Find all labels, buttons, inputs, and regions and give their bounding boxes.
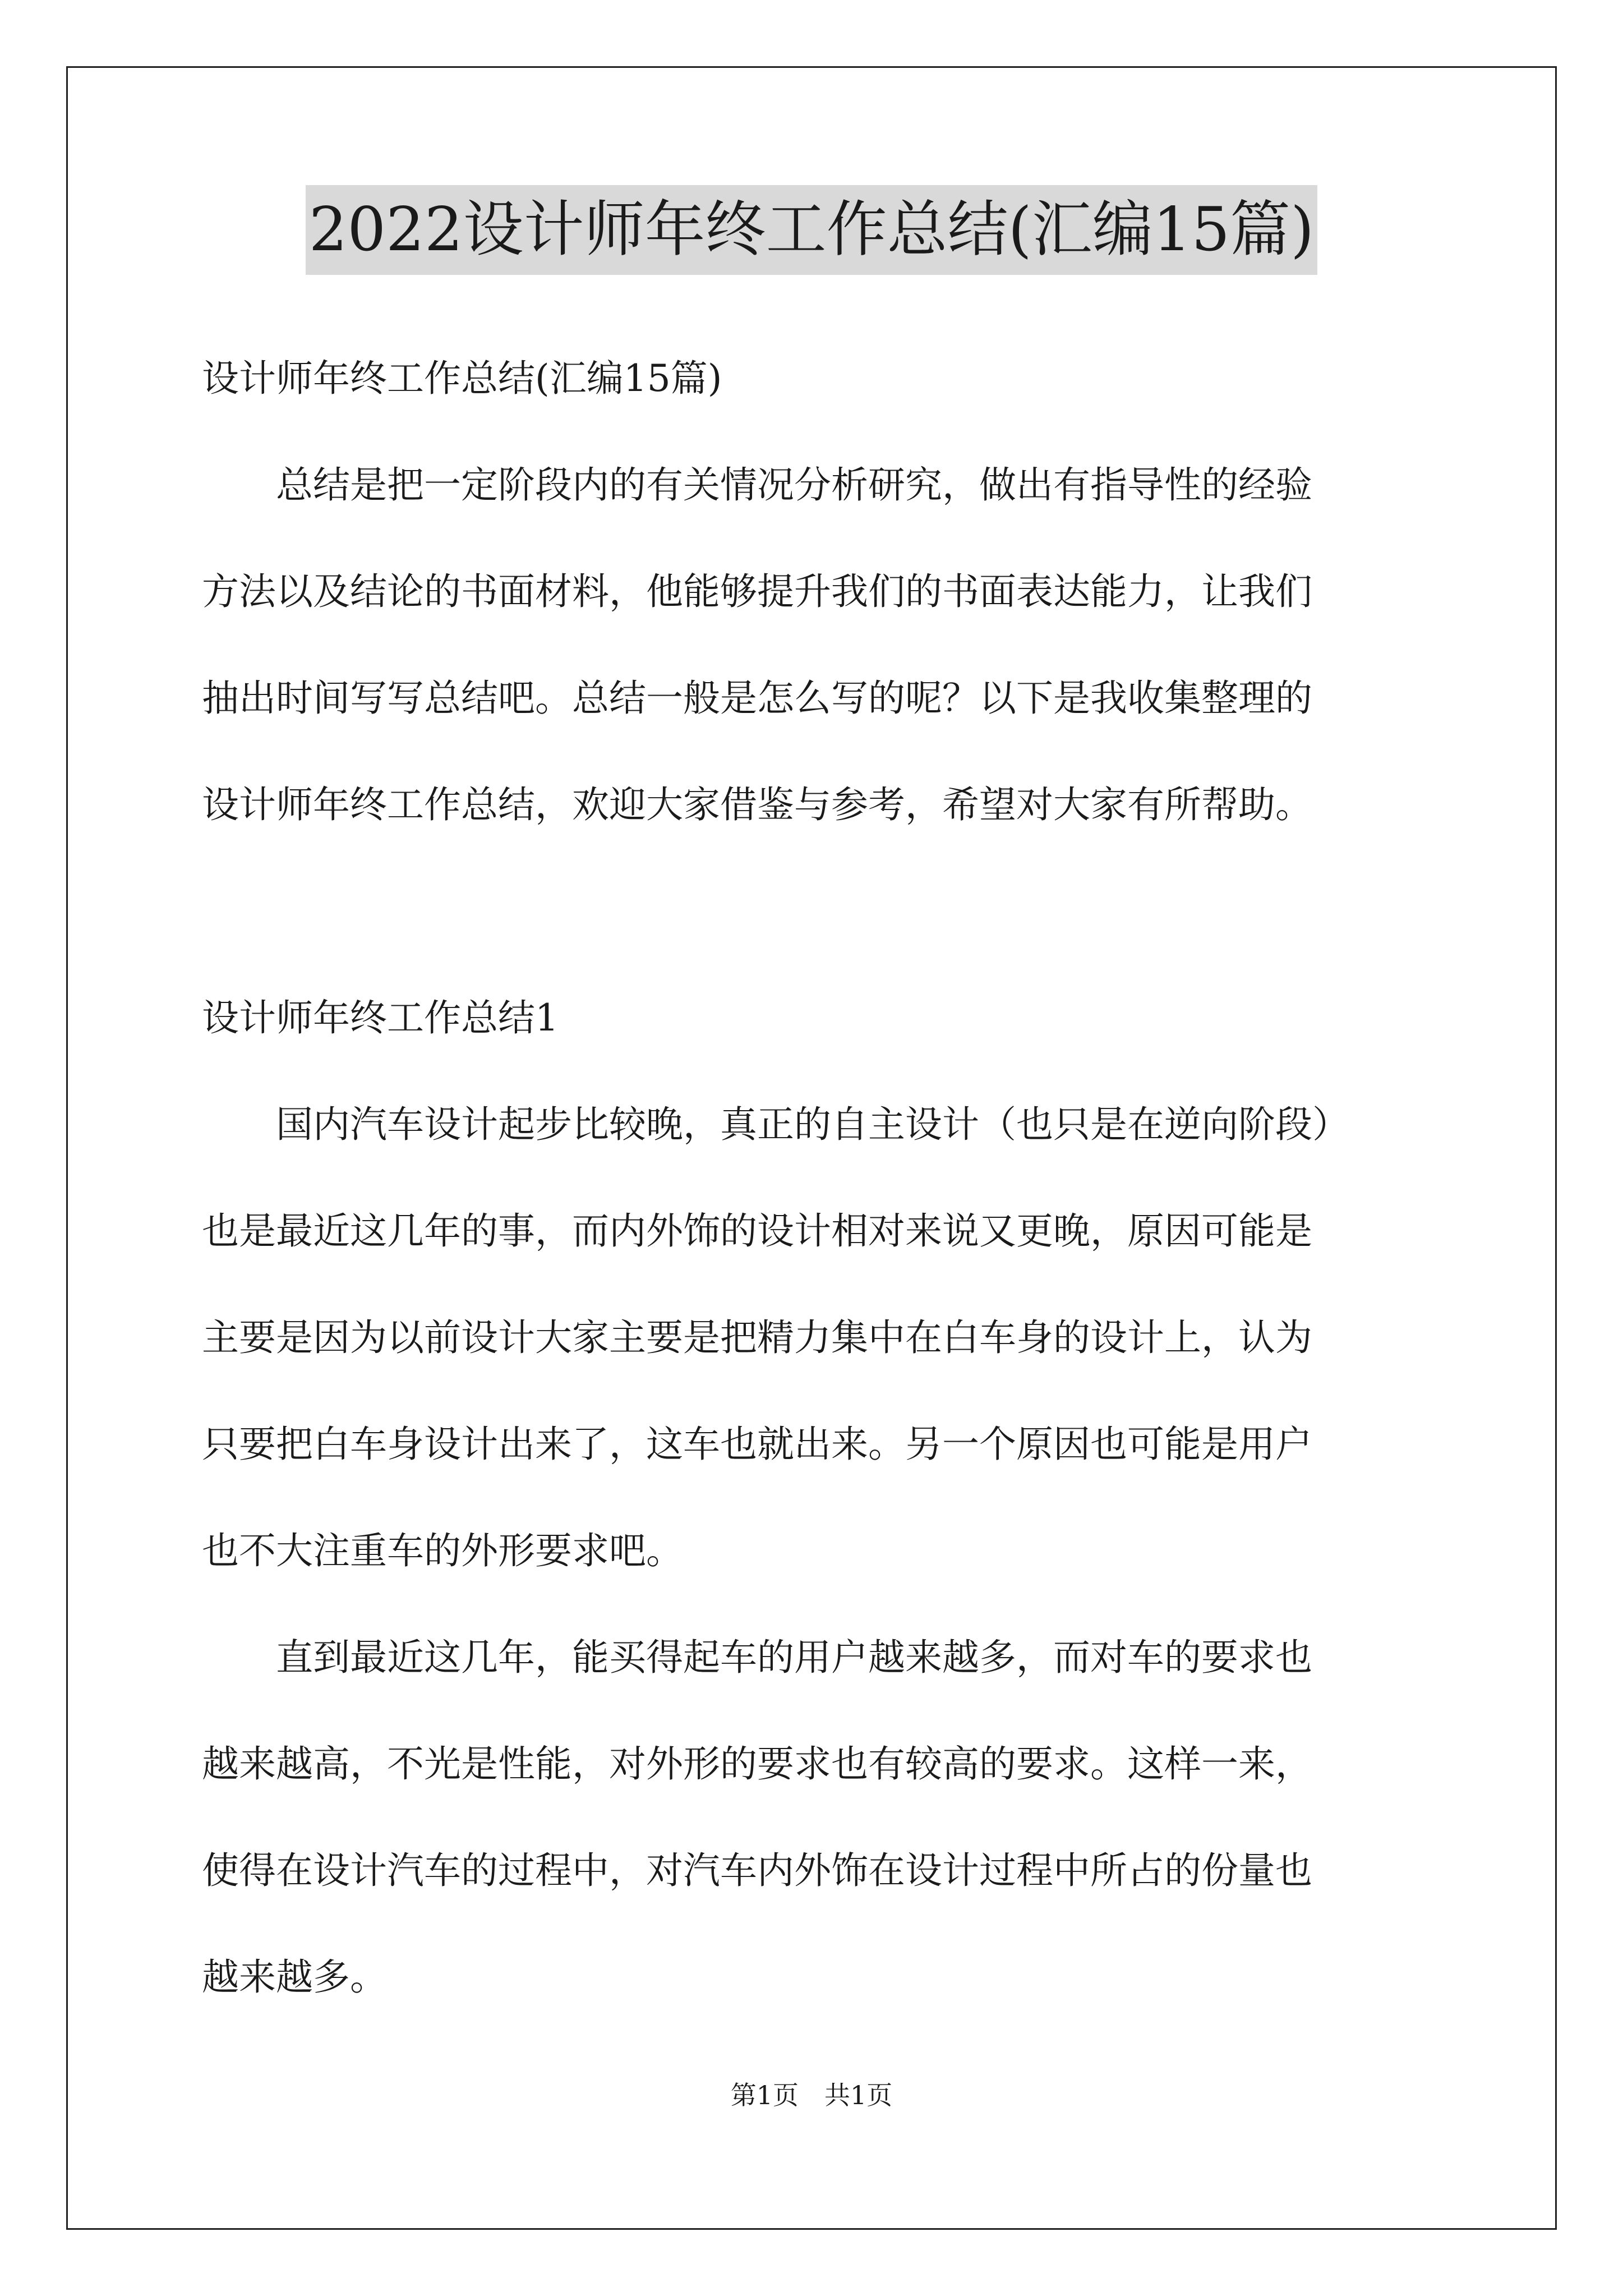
page-footer bbox=[0, 2078, 1623, 2112]
title-container bbox=[0, 185, 1623, 275]
intro-line: 设计师年终工作总结，欢迎大家借鉴与参考，希望对大家有所帮助。 bbox=[202, 783, 1312, 826]
paragraph-line: 也是最近这几年的事，而内外饰的设计相对来说又更晚，原因可能是 bbox=[202, 1209, 1312, 1253]
paragraph-line: 国内汽车设计起步比较晚，真正的自主设计（也只是在逆向阶段） bbox=[276, 1103, 1349, 1146]
paragraph-line: 也不大注重车的外形要求吧。 bbox=[202, 1529, 683, 1572]
section-paragraph bbox=[202, 1604, 1436, 2031]
document-body bbox=[202, 325, 1436, 2031]
paragraph-line: 主要是因为以前设计大家主要是把精力集中在白车身的设计上，认为 bbox=[202, 1316, 1312, 1359]
paragraph-line: 越来越多。 bbox=[202, 1955, 387, 1999]
paragraph-line: 使得在设计汽车的过程中，对汽车内外饰在设计过程中所占的份量也 bbox=[202, 1849, 1312, 1892]
document-subtitle: 设计师年终工作总结(汇编15篇) bbox=[202, 357, 722, 400]
document-title: 2022设计师年终工作总结(汇编15篇) bbox=[306, 185, 1318, 275]
intro-line: 方法以及结论的书面材料，他能够提升我们的书面表达能力，让我们 bbox=[202, 570, 1312, 613]
paragraph-line: 直到最近这几年，能买得起车的用户越来越多，而对车的要求也 bbox=[276, 1636, 1312, 1679]
section-paragraph bbox=[202, 1071, 1436, 1604]
page-number: 第1页 共1页 bbox=[730, 2080, 893, 2110]
intro-line: 抽出时间写写总结吧。总结一般是怎么写的呢？以下是我收集整理的 bbox=[202, 677, 1312, 720]
intro-line: 总结是把一定阶段内的有关情况分析研究，做出有指导性的经验 bbox=[276, 463, 1312, 507]
section-spacer bbox=[202, 858, 1436, 965]
paragraph-line: 只要把白车身设计出来了，这车也就出来。另一个原因也可能是用户 bbox=[202, 1423, 1312, 1466]
intro-paragraph bbox=[202, 432, 1436, 858]
paragraph-line: 越来越高，不光是性能，对外形的要求也有较高的要求。这样一来， bbox=[202, 1742, 1312, 1786]
section-heading: 设计师年终工作总结1 bbox=[202, 996, 559, 1039]
